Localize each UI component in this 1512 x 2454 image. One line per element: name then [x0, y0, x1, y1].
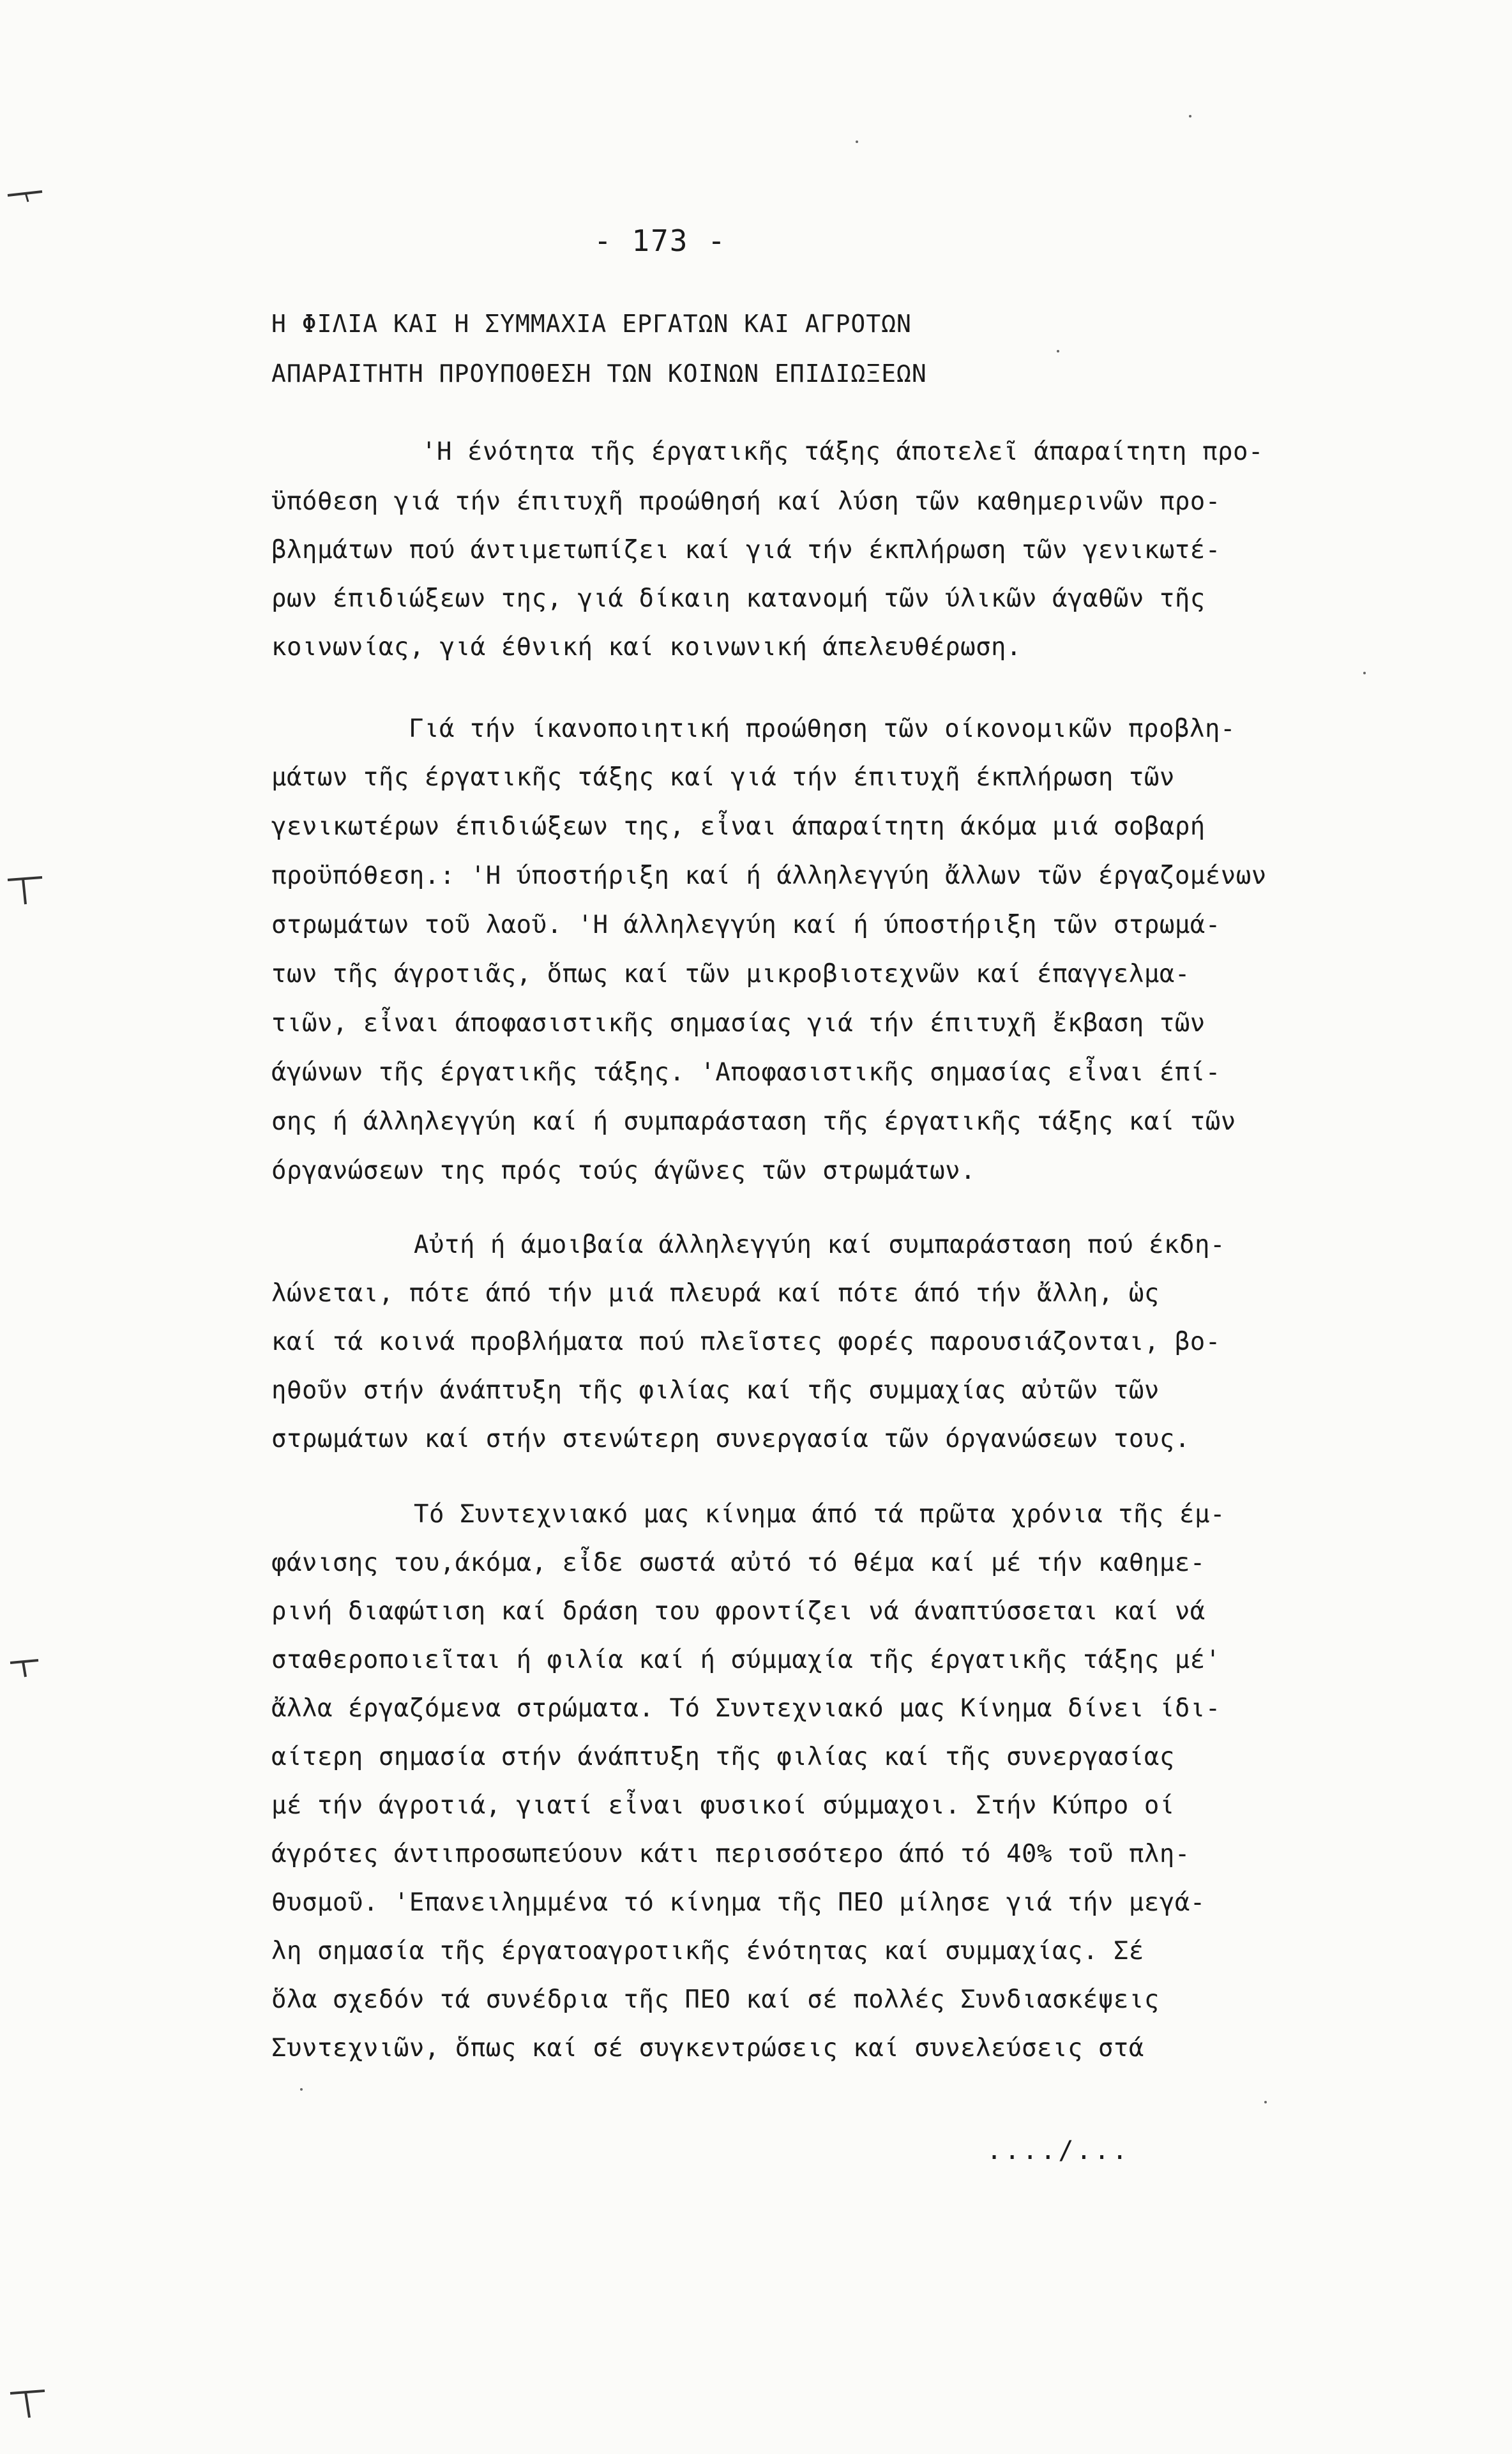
body-line: λώνεται, πότε άπό τήν μιά πλευρά καί πότε άπό τήν ἄλλη, ὡς [271, 1279, 1160, 1308]
body-line: ἄλλα έργαζόμενα στρώματα. Τό Συντεχνιακό μας Κίνημα δίνει ίδι- [271, 1694, 1221, 1723]
continuation-mark: ..../... [987, 2136, 1130, 2165]
body-line: βλημάτων πού άντιμετωπίζει καί γιά τήν έκπλήρωση τῶν γενικωτέ- [271, 536, 1221, 564]
body-line: μάτων τῆς έργατικῆς τάξης καί γιά τήν έπιτυχῆ έκπλήρωση τῶν [271, 763, 1175, 792]
margin-tick-icon [6, 875, 45, 907]
body-line: ηθοῦν στήν άνάπτυξη τῆς φιλίας καί τῆς συμμαχίας αὐτῶν τῶν [271, 1376, 1160, 1405]
body-line: των τῆς άγροτιᾶς, ὅπως καί τῶν μικροβιοτεχνῶν καί έπαγγελμα- [271, 960, 1190, 988]
body-line: ρων έπιδιώξεων της, γιά δίκαιη κατανομή τῶν ύλικῶν άγαθῶν τῆς [271, 584, 1206, 613]
body-line: σης ή άλληλεγγύη καί ή συμπαράσταση τῆς έργατικῆς τάξης καί τῶν [271, 1107, 1236, 1136]
scan-speck [1264, 2101, 1267, 2103]
body-line: άγρότες άντιπροσωπεύουν κάτι περισσότερο άπό τό 40% τοῦ πλη- [271, 1840, 1190, 1868]
body-line: κοινωνίας, γιά έθνική καί κοινωνική άπελευθέρωση. [271, 633, 1022, 662]
page-number: - 173 - [594, 223, 727, 258]
body-line: αίτερη σημασία στήν άνάπτυξη τῆς φιλίας καί τῆς συνεργασίας [271, 1743, 1175, 1771]
scan-speck [1057, 350, 1059, 352]
margin-tick-icon [6, 185, 45, 204]
scan-speck [856, 140, 858, 143]
margin-tick-icon [9, 1654, 41, 1679]
body-line: στρωμάτων καί στήν στενώτερη συνεργασία τῶν όργανώσεων τους. [271, 1425, 1190, 1453]
body-line: Γιά τήν ίκανοποιητική προώθηση τῶν οίκονομικῶν προβλη- [409, 715, 1236, 743]
scan-speck [1363, 672, 1366, 674]
body-line: μέ τήν άγροτιά, γιατί εἶναι φυσικοί σύμμαχοι. Στήν Κύπρο οί [271, 1791, 1175, 1820]
title-line-2: ΑΠΑΡΑΙΤΗΤΗ ΠΡΟΥΠΟΘΕΣΗ ΤΩΝ ΚΟΙΝΩΝ ΕΠΙΔΙΩΞΕΩΝ [271, 360, 927, 388]
body-line: προϋπόθεση.: 'Η ύποστήριξη καί ή άλληλεγγύη ἄλλων τῶν έργαζομένων [271, 861, 1267, 890]
body-line: γενικωτέρων έπιδιώξεων της, εἶναι άπαραίτητη άκόμα μιά σοβαρή [271, 812, 1206, 841]
body-line: Αὐτή ή άμοιβαία άλληλεγγύη καί συμπαράσταση πού έκδη- [414, 1231, 1225, 1259]
body-line: 'Η ένότητα τῆς έργατικῆς τάξης άποτελεῖ άπαραίτητη προ- [421, 437, 1264, 466]
body-line: Τό Συντεχνιακό μας κίνημα άπό τά πρῶτα χρόνια τῆς έμ- [414, 1500, 1225, 1529]
body-line: ϋπόθεση γιά τήν έπιτυχῆ προώθησή καί λύση τῶν καθημερινῶν προ- [271, 487, 1221, 516]
body-line: θυσμοῦ. 'Επανειλημμένα τό κίνημα τῆς ΠΕΟ μίλησε γιά τήν μεγά- [271, 1888, 1206, 1917]
body-line: φάνισης του,άκόμα, εἶδε σωστά αὐτό τό θέμα καί μέ τήν καθημε- [271, 1549, 1206, 1577]
title-line-1: Η ΦΙΛΙΑ ΚΑΙ Η ΣΥΜΜΑΧΙΑ ΕΡΓΑΤΩΝ ΚΑΙ ΑΓΡΟΤΩΝ [271, 310, 912, 338]
margin-tick-icon [9, 2388, 47, 2420]
body-line: όργανώσεων της πρός τούς άγῶνες τῶν στρωμάτων. [271, 1156, 976, 1185]
scan-speck [1189, 115, 1191, 117]
body-line: άγώνων τῆς έργατικῆς τάξης. 'Αποφασιστικῆς σημασίας εἶναι έπί- [271, 1058, 1221, 1087]
body-line: ὅλα σχεδόν τά συνέδρια τῆς ΠΕΟ καί σέ πολλές Συνδιασκέψεις [271, 1985, 1160, 2014]
body-line: καί τά κοινά προβλήματα πού πλεῖστες φορές παρουσιάζονται, βο- [271, 1328, 1221, 1356]
body-line: σταθεροποιεῖται ή φιλία καί ή σύμμαχία τῆς έργατικῆς τάξης μέ' [271, 1646, 1221, 1674]
scan-speck [300, 2088, 303, 2091]
body-line: στρωμάτων τοῦ λαοῦ. 'Η άλληλεγγύη καί ή ύποστήριξη τῶν στρωμά- [271, 911, 1221, 939]
body-line: ρινή διαφώτιση καί δράση του φροντίζει νά άναπτύσσεται καί νά [271, 1597, 1206, 1626]
body-line: Συντεχνιῶν, ὅπως καί σέ συγκεντρώσεις καί συνελεύσεις στά [271, 2034, 1144, 2063]
body-line: λη σημασία τῆς έργατοαγροτικῆς ένότητας καί συμμαχίας. Σέ [271, 1937, 1144, 1965]
body-line: τιῶν, εἶναι άποφασιστικῆς σημασίας γιά τήν έπιτυχῆ ἔκβαση τῶν [271, 1009, 1206, 1038]
